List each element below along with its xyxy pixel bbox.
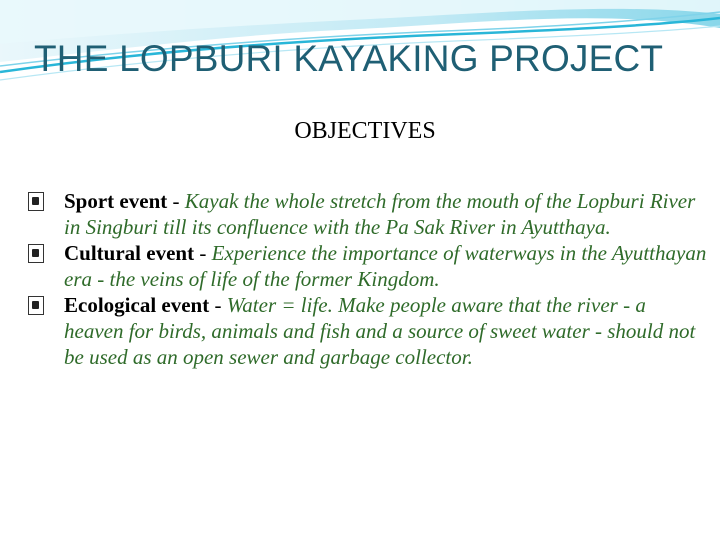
objectives-list — [28, 188, 708, 370]
bullet-cultural-event — [28, 240, 708, 292]
bullet-ecological-event — [28, 292, 708, 370]
slide-subtitle: OBJECTIVES — [294, 118, 436, 144]
bullet-box-icon — [28, 192, 44, 211]
bullet-text: Water = life. Make people aware that the river - a heaven for birds, animals and fish and a source of sweet water - should not be used as an open sewer and garbage collector. — [64, 293, 696, 369]
bullet-box-icon — [28, 296, 44, 315]
slide-title: THE LOPBURI KAYAKING PROJECT — [34, 38, 664, 79]
bullet-separator: - — [194, 241, 212, 265]
bullet-separator: - — [167, 189, 185, 213]
bullet-text: Experience the importance of waterways in the Ayutthayan era - the veins of life of the former Kingdom. — [64, 241, 707, 291]
bullet-text: Kayak the whole stretch from the mouth of the Lopburi River in Singburi till its confluence with the Pa Sak River in Ayutthaya. — [64, 189, 696, 239]
bullet-separator: - — [209, 293, 227, 317]
bullet-box-icon — [28, 244, 44, 263]
bullet-heading: Cultural event — [64, 241, 195, 265]
bullet-heading: Ecological event — [64, 293, 210, 317]
bullet-sport-event — [28, 188, 708, 240]
bullet-heading: Sport event — [64, 189, 168, 213]
